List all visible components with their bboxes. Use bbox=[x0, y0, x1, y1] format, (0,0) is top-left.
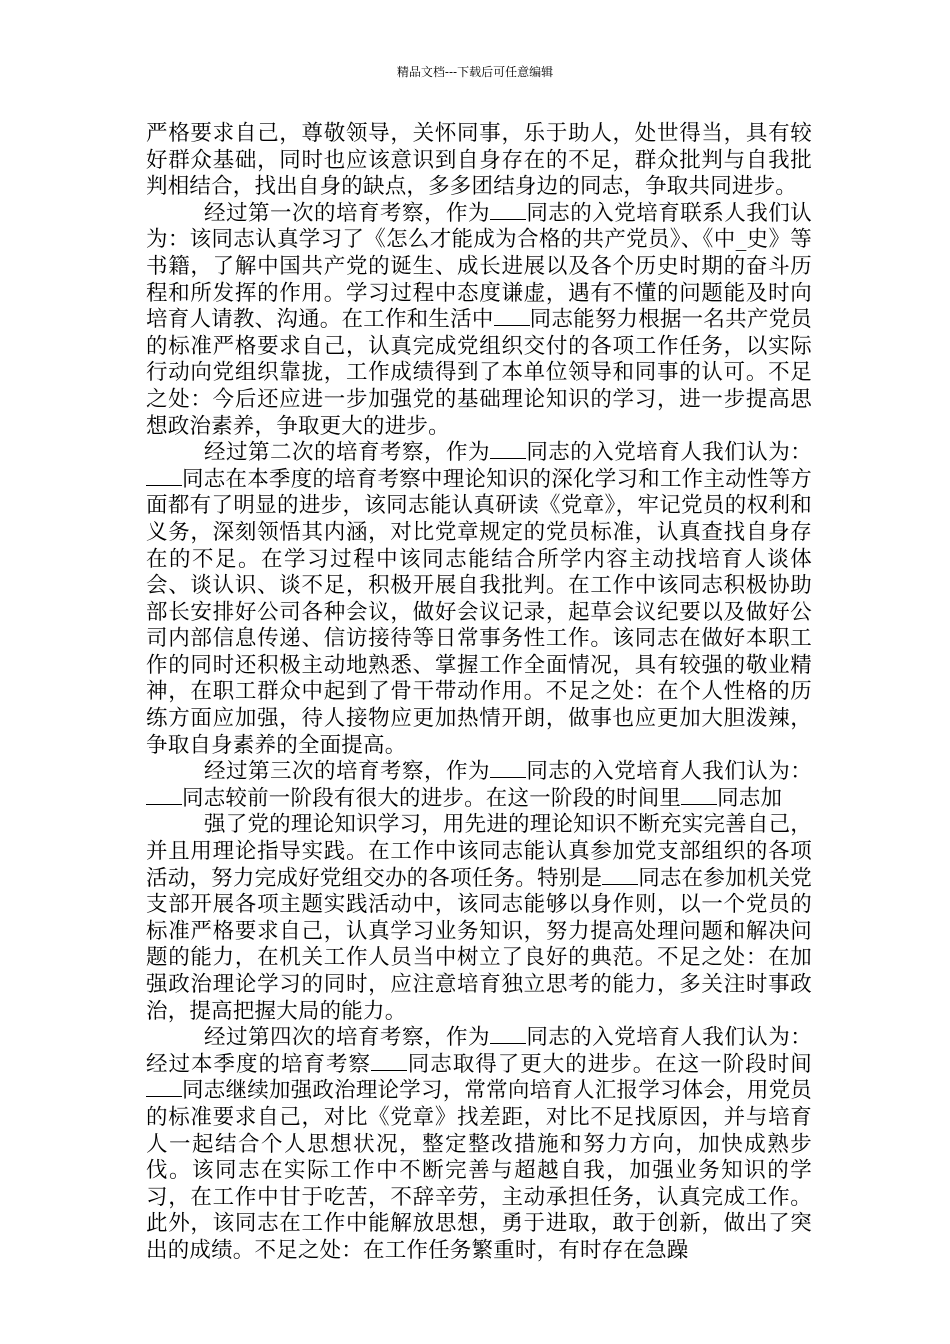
paragraph-fourth-review bbox=[146, 1025, 812, 1264]
paragraph-text: 经过第四次的培育考察，作为 bbox=[204, 1025, 491, 1051]
paragraph-second-review bbox=[146, 440, 812, 759]
name-blank bbox=[146, 786, 182, 805]
paragraph-continuation bbox=[146, 121, 812, 201]
paragraph-text: 同志的入党培育联系人我们认为：该同志认真学习了《怎么才能成为合格的共产党员》、《中_史》等书籍，了解中国共产党的诞生、成长进展以及各个历史时期的奋斗历程和所发挥的作用。学习过程中态度谦虚，遇有不懂的问题能及时向培育人请教、沟通。在工作和生活中 bbox=[146, 200, 812, 333]
paragraph-text: 同志取得了更大的进步。在这一阶段时间 bbox=[407, 1051, 812, 1077]
name-blank bbox=[602, 866, 638, 885]
paragraph-text: 经过第一次的培育考察，作为 bbox=[204, 200, 491, 226]
paragraph-text: 经过第二次的培育考察，作为 bbox=[204, 440, 491, 466]
paragraph-text: 同志在参加机关党支部开展各项主题实践活动中，该同志能够以身作则，以一个党员的标准严格要求自己，认真学习业务知识，努力提高处理问题和解决问题的能力，在机关工作人员当中树立了良好的典范。不足之处：在加强政治理论学习的同时，应注意培育独立思考的能力，多关注时事政治，提高把握大局的能力。 bbox=[146, 865, 812, 1024]
name-blank bbox=[490, 201, 526, 220]
paragraph-text: 同志能努力根据一名共产党员的标准严格要求自己，认真完成党组织交付的各项工作任务，以实际行动向党组织靠拢，工作成绩得到了本单位领导和同事的认可。不足之处：今后还应进一步加强党的基础理论知识的学习，进一步提高思想政治素养，争取更大的进步。 bbox=[146, 307, 813, 439]
document-body bbox=[146, 121, 812, 1265]
paragraph-text: 同志在本季度的培育考察中理论知识的深化学习和工作主动性等方面都有了明显的进步，该同志能认真研读《党章》，牢记党员的权利和义务，深刻领悟其内涵，对比党章规定的党员标准，认真查找自身存在的不足。在学习过程中该同志能结合所学内容主动找培育人谈体会、谈认识、谈不足，积极开展自我批判。在工作中该同志积极协助部长安排好公司各种会议，做好会议记录，起草会议纪要以及做好公司内部信息传递、信访接待等日常事务性工作。该同志在做好本职工作的同时还积极主动地熟悉、掌握工作全面情况，具有较强的敬业精神，在职工群众中起到了骨干带动作用。不足之处：在个人性格的历练方面应加强，待人接物应更加热情开朗，做事也应更加大胆泼辣，争取自身素养的全面提高。 bbox=[146, 466, 812, 758]
name-blank bbox=[146, 467, 182, 486]
name-blank bbox=[490, 1025, 526, 1044]
name-blank bbox=[494, 307, 530, 326]
name-blank bbox=[490, 440, 526, 459]
paragraph-text: 同志继续加强政治理论学习，常常向培育人汇报学习体会，用党员的标准要求自己，对比《党章》找差距，对比不足找原因，并与培育人一起结合个人思想状况，整定整改措施和努力方向，加快成熟步伐。该同志在实际工作中不断完善与超越自我，加强业务知识的学习，在工作中甘于吃苦，不辞辛劳，主动承担任务，认真完成工作。此外，该同志在工作中能解放思想，勇于进取，敢于创新，做出了突出的成绩。不足之处：在工作任务繁重时，有时存在急躁 bbox=[146, 1078, 812, 1263]
paragraph-text: 同志的入党培育人我们认为： bbox=[526, 759, 812, 785]
paragraph-first-review bbox=[146, 201, 812, 440]
paragraph-third-review-continued bbox=[146, 812, 812, 1025]
paragraph-text: 同志加 bbox=[717, 785, 783, 811]
name-blank bbox=[681, 786, 717, 805]
name-blank bbox=[490, 759, 526, 778]
paragraph-text: 同志较前一阶段有很大的进步。在这一阶段的时间里 bbox=[182, 785, 682, 811]
paragraph-text: 同志的入党培育人我们认为： bbox=[526, 440, 812, 466]
paragraph-text: 经过第三次的培育考察，作为 bbox=[204, 759, 491, 785]
page-header: 精品文档---下载后可任意编辑 bbox=[396, 65, 554, 79]
name-blank bbox=[371, 1052, 407, 1071]
paragraph-third-review bbox=[146, 759, 812, 812]
paragraph-text: 强了党的理论知识学习，用先进的理论知识不断充实完善自己，并且用理论指导实践。在工作中该同志能认真参加党支部组织的各项活动，努力完成好党组交办的各项任务。特别是 bbox=[146, 812, 812, 891]
paragraph-text: 严格要求自己，尊敬领导，关怀同事，乐于助人，处世得当，具有较好群众基础，同时也应该意识到自身存在的不足，群众批判与自我批判相结合，找出自身的缺点，多多团结身边的同志，争取共同进步。 bbox=[146, 121, 812, 200]
paragraph-text: 同志的入党培育人我们认为：经过本季度的培育考察 bbox=[146, 1025, 812, 1077]
name-blank bbox=[146, 1078, 182, 1097]
